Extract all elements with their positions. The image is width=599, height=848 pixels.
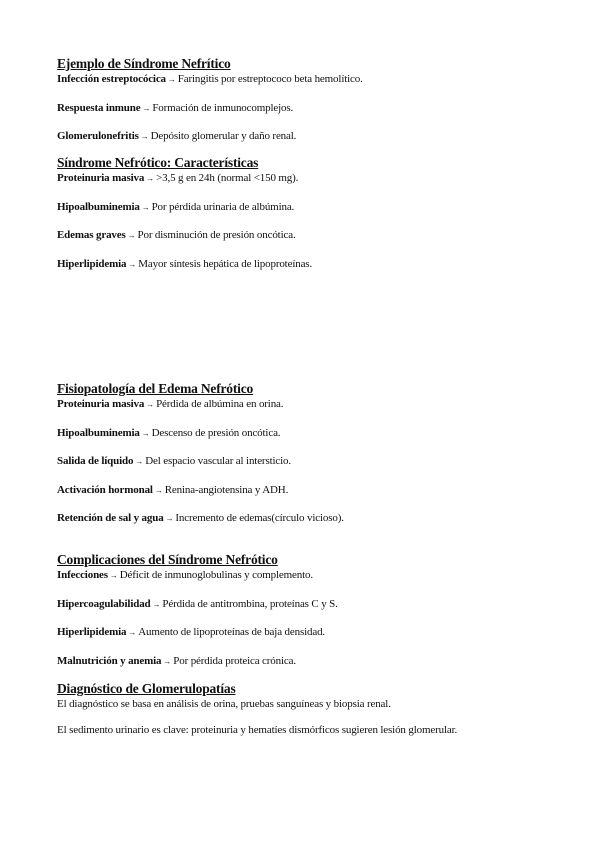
list-item xyxy=(57,426,344,441)
item-term: Edemas graves xyxy=(57,229,126,241)
item-description: Descenso de presión oncótica. xyxy=(151,426,281,439)
arrow-icon: → xyxy=(142,103,151,113)
section-heading: Ejemplo de Síndrome Nefrítico xyxy=(57,56,231,71)
section-diagnostico-glomerulopatias xyxy=(57,681,457,749)
list-item xyxy=(57,257,312,272)
section-fisiopatologia-edema-nefrotico xyxy=(57,381,344,540)
item-description: >3,5 g en 24h (normal <150 mg). xyxy=(156,172,299,184)
list-item xyxy=(57,101,363,116)
item-term: Infección estreptocócica xyxy=(57,73,166,85)
item-description: Incremento de edemas(círculo vicioso). xyxy=(175,512,344,524)
item-description: Pérdida de albúmina en orina. xyxy=(156,398,284,410)
section-heading: Diagnóstico de Glomerulopatías xyxy=(57,681,236,696)
arrow-icon: → xyxy=(141,428,150,438)
list-item xyxy=(57,200,312,215)
section-heading: Síndrome Nefrótico: Características xyxy=(57,155,259,170)
item-term: Infecciones xyxy=(57,569,108,581)
item-term: Hipercoagulabilidad xyxy=(57,597,151,610)
item-description: Mayor síntesis hepática de lipoproteínas. xyxy=(138,257,313,270)
arrow-icon: → xyxy=(146,400,155,409)
item-description: Por disminución de presión oncótica. xyxy=(137,229,296,241)
arrow-icon: → xyxy=(165,514,174,523)
list-item xyxy=(57,228,312,243)
item-term: Malnutrición y anemia xyxy=(57,654,162,667)
item-term: Proteinuria masiva xyxy=(57,398,145,410)
item-description: Depósito glomerular y daño renal. xyxy=(150,130,297,142)
item-description: Por pérdida proteica crónica. xyxy=(173,654,296,667)
item-description: Renina-angiotensina y ADH. xyxy=(164,483,289,496)
list-item xyxy=(57,568,338,583)
item-term: Hipoalbuminemia xyxy=(57,426,140,439)
list-item xyxy=(57,129,363,144)
arrow-icon: → xyxy=(163,656,172,666)
paragraph: El diagnóstico se basa en análisis de orina, pruebas sanguíneas y biopsia renal. xyxy=(57,698,391,710)
section-complicaciones-sindrome-nefrotico xyxy=(57,552,338,682)
arrow-icon: → xyxy=(146,174,155,183)
item-description: Formación de inmunocomplejos. xyxy=(152,101,294,114)
list-item xyxy=(57,454,344,469)
list-item xyxy=(57,654,338,669)
item-term: Respuesta inmune xyxy=(57,101,141,114)
item-term: Proteinuria masiva xyxy=(57,172,145,184)
item-term: Glomerulonefritis xyxy=(57,130,139,142)
item-term: Activación hormonal xyxy=(57,483,153,496)
list-item xyxy=(57,72,363,87)
list-item xyxy=(57,397,344,412)
list-item xyxy=(57,483,344,498)
item-term: Retención de sal y agua xyxy=(57,512,164,524)
paragraph: El sedimento urinario es clave: proteinuria y hematíes dismórficos sugieren lesión glomerular. xyxy=(57,724,458,736)
list-item xyxy=(57,511,344,526)
section-ejemplo-sindrome-nefritico xyxy=(57,56,363,158)
item-description: Déficit de inmunoglobulinas y complemento. xyxy=(119,569,313,581)
arrow-icon: → xyxy=(109,571,118,580)
list-item xyxy=(57,625,338,640)
item-description: Por pérdida urinaria de albúmina. xyxy=(151,200,295,213)
section-sindrome-nefrotico-caracteristicas xyxy=(57,155,312,285)
item-description: Aumento de lipoproteínas de baja densidad. xyxy=(138,626,326,638)
section-heading: Complicaciones del Síndrome Nefrótico xyxy=(57,552,278,567)
arrow-icon: → xyxy=(152,599,161,609)
arrow-icon: → xyxy=(154,485,163,495)
arrow-icon: → xyxy=(167,75,176,84)
arrow-icon: → xyxy=(128,259,137,269)
arrow-icon: → xyxy=(141,202,150,212)
list-item xyxy=(57,597,338,612)
item-term: Hipoalbuminemia xyxy=(57,200,140,213)
item-term: Hiperlipidemia xyxy=(57,626,127,638)
arrow-icon: → xyxy=(127,231,136,240)
arrow-icon: → xyxy=(140,132,149,141)
item-description: Del espacio vascular al intersticio. xyxy=(145,455,291,467)
arrow-icon: → xyxy=(135,457,144,466)
section-heading: Fisiopatología del Edema Nefrótico xyxy=(57,381,254,396)
item-term: Salida de líquido xyxy=(57,455,134,467)
list-item xyxy=(57,171,312,186)
item-description: Pérdida de antitrombina, proteínas C y S. xyxy=(162,597,338,610)
item-term: Hiperlipidemia xyxy=(57,257,127,270)
item-description: Faringitis por estreptococo beta hemolítico. xyxy=(177,73,363,85)
arrow-icon: → xyxy=(128,628,137,637)
